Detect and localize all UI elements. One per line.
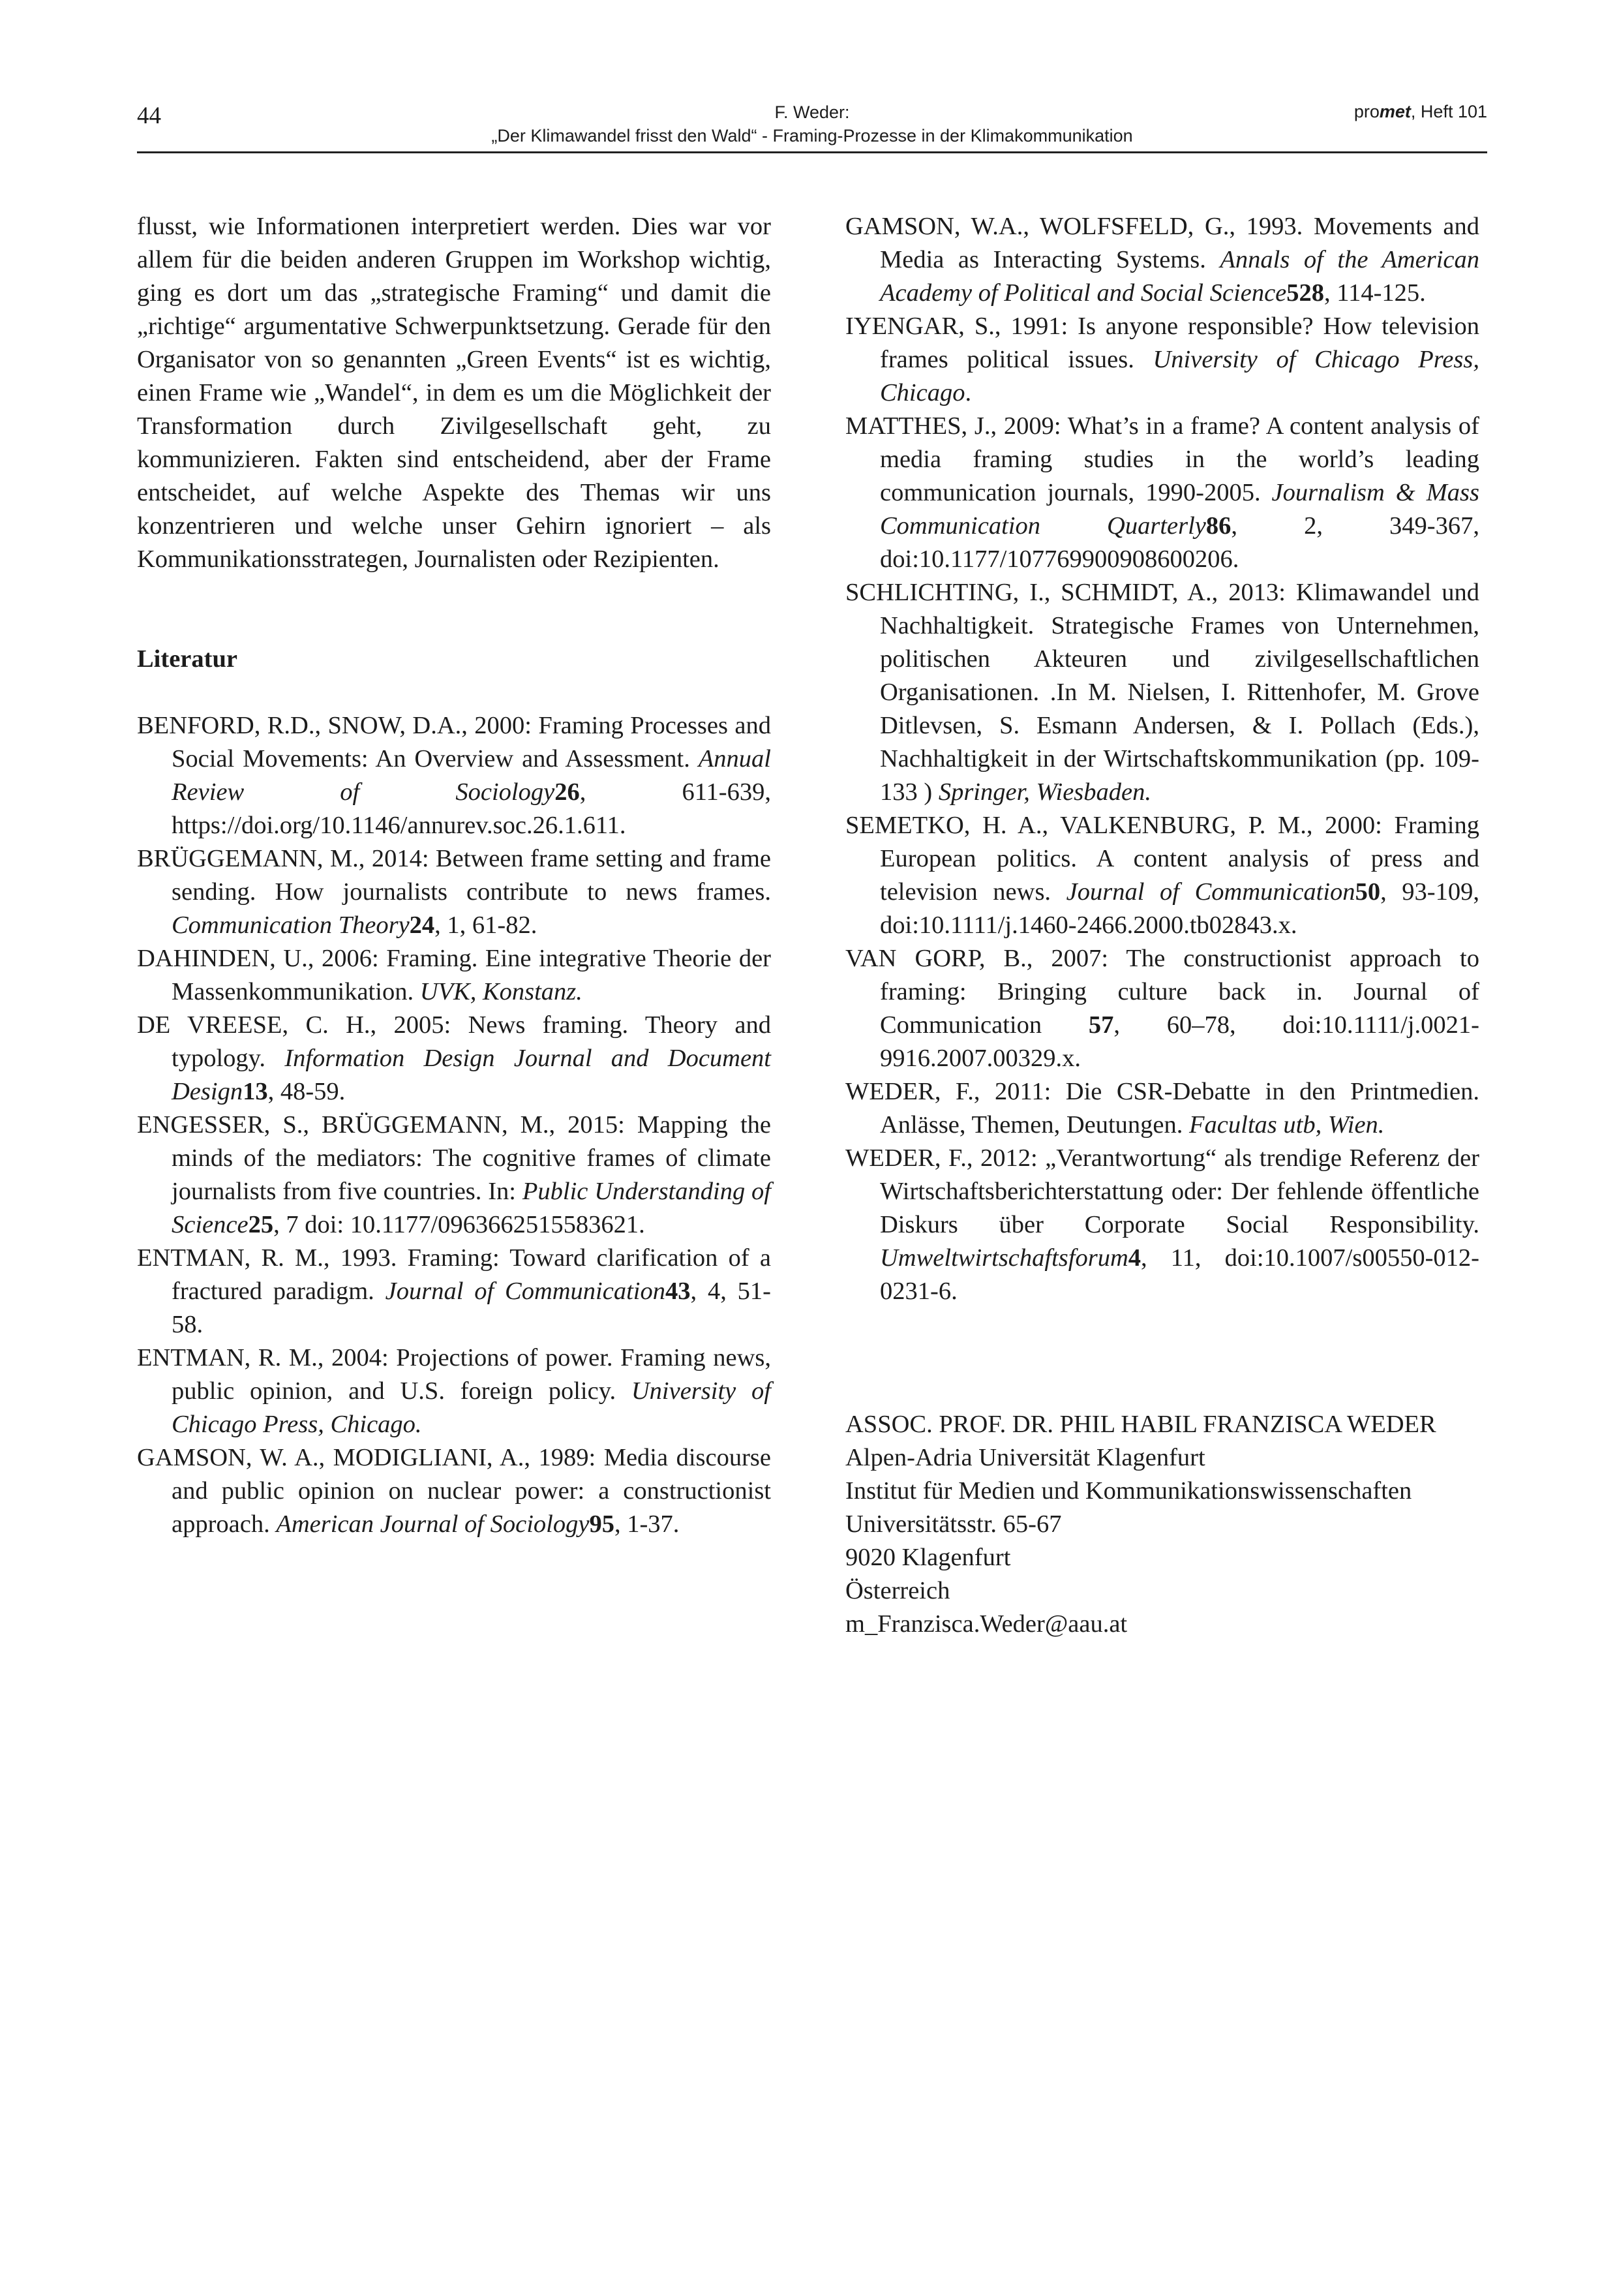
header-article-title: „Der Klimawandel frisst den Wald“ - Framing-Prozesse in der Klimakommunikation [491,126,1133,145]
reference-volume: 13 [243,1078,268,1105]
reference-source: UVK, Konstanz. [419,978,582,1005]
reference-entry [137,942,771,1009]
reference-pages: , 11, doi:10.1007/s00550-012-0231-6. [880,1244,1479,1305]
reference-source: University of Chicago Press, Chicago. [172,1377,771,1438]
body-paragraph: flusst, wie Informationen interpretiert werden. Dies war vor allem für die beiden anderen Gruppen im Workshop wichtig, ging es dort um das „strategische Framing“ und damit die „richtige“ argumentative Schwerpunktsetzung. Gerade für den Organisator von so genannten „Green Events“ ist es wichtig, einen Frame wie „Wandel“, in dem es um die Möglichkeit der Transformation durch Zivilgesellschaft geht, zu kommunizieren. Fakten sind entscheidend, aber der Frame entscheidet, auf welche Aspekte des Themas wir uns konzentrieren und welche unser Gehirn ignoriert – als Kommunikationsstrategen, Journalisten oder Rezipienten. [137,213,771,573]
reference-source: Springer, Wiesbaden. [938,778,1151,806]
reference-entry [137,1341,771,1441]
reference-pages: , 48-59. [267,1078,346,1105]
reference-entry [845,210,1479,310]
reference-text: DE VREESE, C. H., 2005: News framing. Theory and typology. [137,1011,771,1072]
reference-pages: , 1-37. [614,1510,680,1538]
reference-entry [137,842,771,942]
reference-text: WEDER, F., 2011: Die CSR-Debatte in den Printmedien. Anlässe, Themen, Deutungen. [845,1078,1479,1139]
section-heading-literatur: Literatur [137,645,237,673]
reference-text: ENTMAN, R. M., 2004: Projections of power. Framing news, public opinion, and U.S. foreign policy. [137,1344,771,1405]
reference-text: DAHINDEN, U., 2006: Framing. Eine integrative Theorie der Massenkommunikation. [137,945,771,1005]
spacer [137,576,771,643]
author-address-line: 9020 Klagenfurt [845,1544,1011,1571]
reference-text: MATTHES, J., 2009: What’s in a frame? A content analysis of media framing studies in the world’s leading communication journals, 1990-2005. [845,412,1479,506]
reference-entry [845,1142,1479,1308]
reference-pages: , 7 doi: 10.1177/0963662515583621. [273,1211,645,1238]
reference-volume: 95 [589,1510,614,1538]
reference-entry [845,310,1479,410]
header-citation [137,100,1487,147]
reference-source: Journalism & Mass Communication Quarterly [880,479,1479,540]
author-address-block [845,1408,1479,1641]
reference-text: BRÜGGEMANN, M., 2014: Between frame setting and frame sending. How journalists contribute to news frames. [137,845,771,906]
journal-brand: met [1379,102,1411,121]
left-column [137,210,771,1541]
reference-text: ENGESSER, S., BRÜGGEMANN, M., 2015: Mapping the minds of the mediators: The cognitive frames of climate journalists from five countries. In: [137,1111,771,1205]
reference-source: Journal of Communication [1066,878,1355,906]
reference-source: Public Understanding of Science [172,1178,771,1238]
author-address-line: Österreich [845,1577,950,1604]
reference-text: GAMSON, W. A., MODIGLIANI, A., 1989: Media discourse and public opinion on nuclear power: a constructionist approach. [137,1444,771,1538]
reference-text: VAN GORP, B., 2007: The constructionist approach to framing: Bringing culture back in. Journal of Communication [845,945,1479,1039]
reference-entry [845,1075,1479,1142]
journal-prefix: pro [1353,102,1380,121]
reference-volume: 26 [554,778,580,806]
reference-pages: , 611-639, https://doi.org/10.1146/annurev.soc.26.1.611. [172,778,771,839]
reference-pages: , 1, 61-82. [434,911,537,939]
header-divider [137,151,1487,153]
reference-pages: , 60–78, doi:10.1111/j.0021-9916.2007.00329.x. [880,1011,1479,1072]
reference-source: Annual Review of Sociology [172,745,771,806]
author-address-line: ASSOC. PROF. DR. PHIL HABIL FRANZISCA WEDER [845,1411,1436,1438]
reference-volume: 57 [1088,1011,1114,1039]
reference-source: American Journal of Sociology [276,1510,590,1538]
reference-list-right [845,210,1479,1308]
reference-source: Umweltwirtschaftsforum [880,1244,1128,1272]
reference-source: Communication Theory [172,911,410,939]
reference-entry [845,942,1479,1075]
reference-pages: , 4, 51-58. [172,1278,771,1338]
reference-list-left [137,709,771,1541]
reference-text: GAMSON, W.A., WOLFSFELD, G., 1993. Movements and Media as Interacting Systems. [845,213,1479,273]
reference-pages: , 93-109, doi:10.1111/j.1460-2466.2000.tb02843.x. [880,878,1479,939]
reference-source: Information Design Journal and Document Design [172,1045,771,1105]
page-number: 44 [137,102,161,129]
author-address-line: m_Franzisca.Weder@aau.at [845,1610,1128,1638]
reference-text: IYENGAR, S., 1991: Is anyone responsible? How television frames political issues. [845,313,1479,373]
reference-source: Journal of Communication [385,1278,665,1305]
spacer [845,1308,1479,1408]
reference-text: ENTMAN, R. M., 1993. Framing: Toward clarification of a fractured paradigm. [137,1244,771,1305]
reference-volume: 24 [409,911,435,939]
article-body [137,210,771,576]
reference-source: University of Chicago Press, Chicago [880,346,1479,406]
reference-entry [845,410,1479,576]
reference-pages: . [965,379,972,406]
reference-entry [137,709,771,842]
author-address-line: Universitätsstr. 65-67 [845,1510,1062,1538]
reference-entry [137,1242,771,1341]
journal-name [1354,102,1487,122]
reference-text: SEMETKO, H. A., VALKENBURG, P. M., 2000: Framing European politics. A content analysis of press and television news. [845,812,1479,906]
reference-source: Annals of the American Academy of Political and Social Science [880,246,1479,307]
reference-entry [845,809,1479,942]
reference-volume: 4 [1128,1244,1141,1272]
reference-source: Facultas utb, Wien. [1189,1111,1385,1139]
running-header [137,99,1487,153]
reference-entry [137,1441,771,1541]
reference-pages: , 114-125. [1324,279,1426,307]
reference-volume: 86 [1205,512,1232,540]
reference-pages: , 2, 349-367, doi:10.1177/107769900908600206. [880,512,1479,573]
reference-volume: 25 [248,1211,274,1238]
reference-volume: 50 [1355,878,1381,906]
author-address-line: Alpen-Adria Universität Klagenfurt [845,1444,1205,1471]
reference-volume: 528 [1286,279,1325,307]
reference-entry [137,1009,771,1109]
reference-entry [137,1109,771,1242]
spacer [137,676,771,709]
reference-text: WEDER, F., 2012: „Verantwortung“ als trendige Referenz der Wirtschaftsberichterstattung oder: Der fehlende öffentliche Diskurs über Corporate Social Responsibility. [845,1144,1479,1238]
reference-text: SCHLICHTING, I., SCHMIDT, A., 2013: Klimawandel und Nachhaltigkeit. Strategische Frames von Unternehmen, politischen Akteuren und zivilgesellschaftlichen Organisationen. .In M. Nielsen, I. Rittenhofer, M. Grove Ditlevsen, S. Esmann Andersen, & I. Pollach (Eds.), Nachhaltigkeit in der Wirtschaftskommunikation (pp. 109-133 ) [845,579,1479,806]
author-address-line: Institut für Medien und Kommunikationswissenschaften [845,1477,1412,1505]
reference-volume: 43 [665,1278,691,1305]
right-column [845,210,1479,1641]
reference-entry [845,576,1479,809]
reference-text: BENFORD, R.D., SNOW, D.A., 2000: Framing Processes and Social Movements: An Overview and Assessment. [137,712,771,773]
header-author: F. Weder: [774,102,850,122]
journal-issue: , Heft 101 [1410,102,1487,121]
